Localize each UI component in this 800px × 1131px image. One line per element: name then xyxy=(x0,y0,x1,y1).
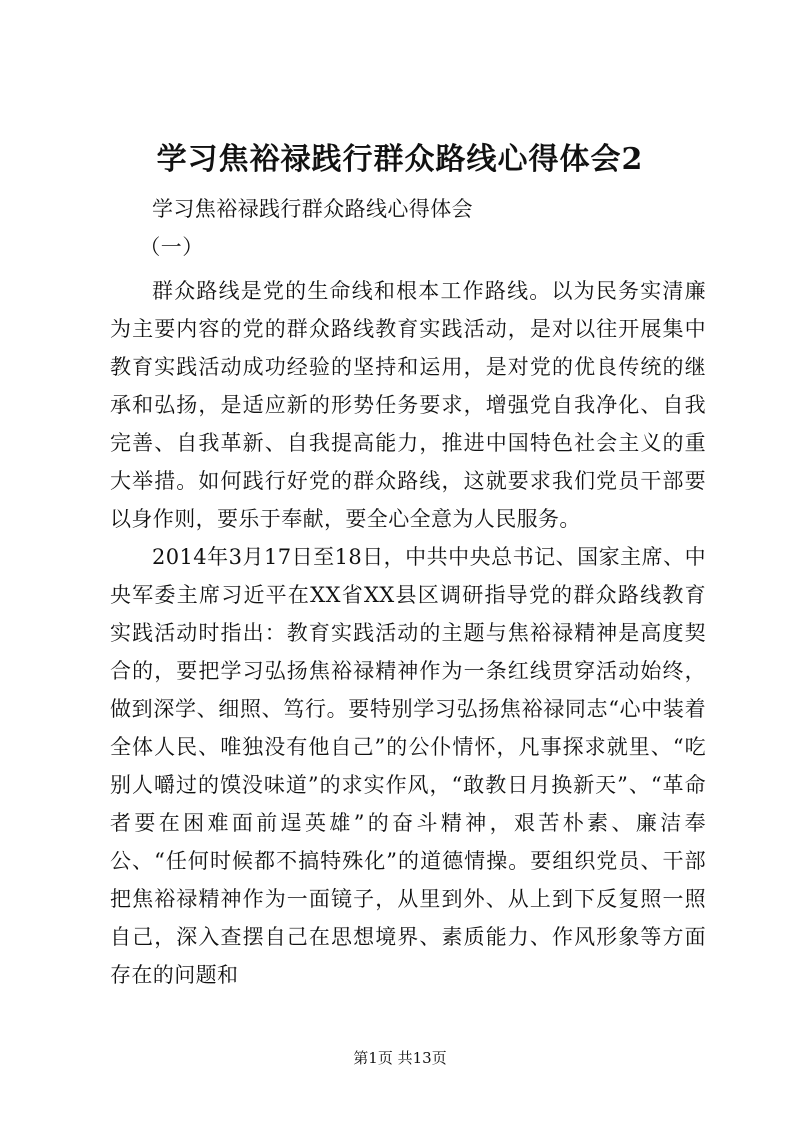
paragraph-2: 2014年3月17日至18日，中共中央总书记、国家主席、中央军委主席习近平在XX省XX县区调研指导党的群众路线教育实践活动时指出：教育实践活动的主题与焦裕禄精神是高度契合的，要把学习弘扬焦裕禄精神作为一条红线贯穿活动始终，做到深学、细照、笃行。要特别学习弘扬焦裕禄同志“心中装着全体人民、唯独没有他自己”的公仆情怀，凡事探求就里、“吃别人嚼过的馍没味道”的求实作风，“敢教日月换新天”、“革命者要在困难面前逞英雄”的奋斗精神，艰苦朴素、廉洁奉公、“任何时候都不搞特殊化”的道德情操。要组织党员、干部把焦裕禄精神作为一面镜子，从里到外、从上到下反复照一照自己，深入查摆自己在思想境界、素质能力、作风形象等方面存在的问题和 xyxy=(110,545,706,987)
page-footer: 第1页 共13页 xyxy=(353,1049,447,1067)
page-title: 学习焦裕禄践行群众路线心得体会2 xyxy=(156,142,644,177)
paragraph-1: 群众路线是党的生命线和根本工作路线。以为民务实清廉为主要内容的党的群众路线教育实践活动，是对以往开展集中教育实践活动成功经验的坚持和运用，是对党的优良传统的继承和弘扬，是适应新的形势任务要求，增强党自我净化、自我完善、自我革新、自我提高能力，推进中国特色社会主义的重大举措。如何践行好党的群众路线，这就要求我们党员干部要以身作则，要乐于奉献，要全心全意为人民服务。 xyxy=(110,279,706,531)
section-number: （一） xyxy=(139,235,204,259)
document-body xyxy=(110,190,706,994)
document-subtitle: 学习焦裕禄践行群众路线心得体会 xyxy=(152,197,473,221)
